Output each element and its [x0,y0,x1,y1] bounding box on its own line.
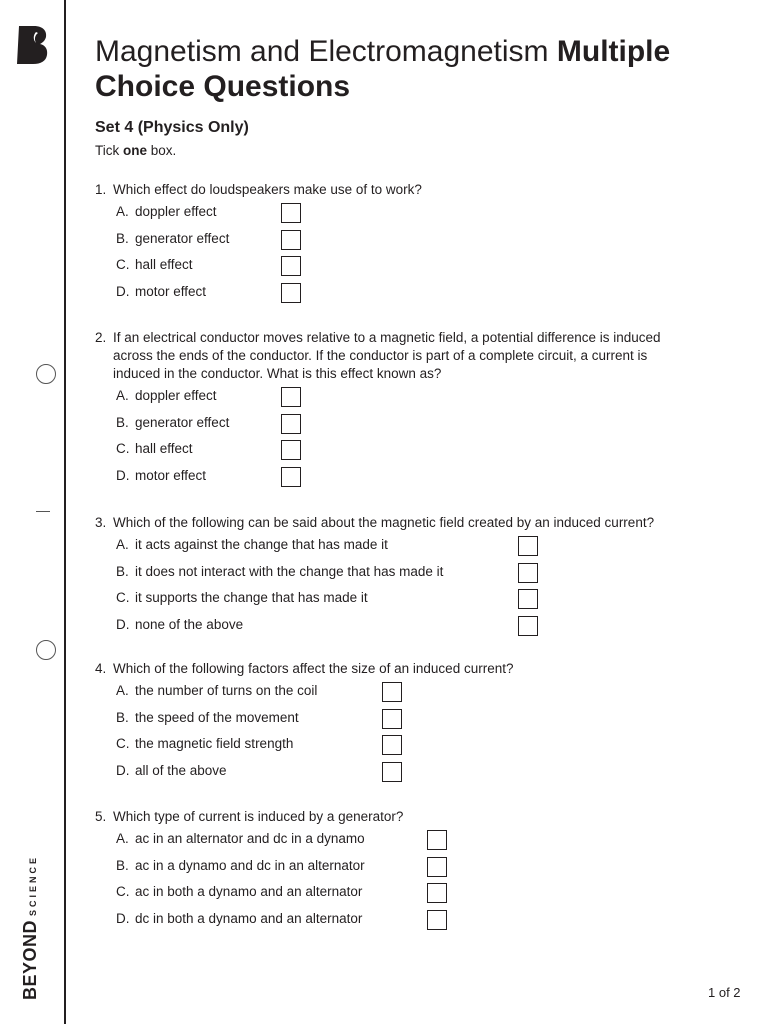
brand-wordmark [20,855,41,1000]
option-letter: A. [116,537,129,552]
option-row [116,467,673,494]
option-letter: B. [116,857,129,873]
option-letter: C. [116,441,130,456]
page-title [95,34,735,104]
options-list [116,536,673,642]
answer-checkbox[interactable] [382,709,402,729]
question-text: Which of the following factors affect the size of an induced current? [113,661,514,676]
question-text: Which type of current is induced by a generator? [113,809,404,824]
page-number: 1 of 2 [708,985,741,1000]
instruction-post: box. [147,143,177,158]
question-number: 2. [95,330,107,345]
option-row [116,563,673,590]
option-text: the number of turns on the coil [135,683,318,698]
punch-hole-bottom [36,640,56,660]
instruction-pre: Tick [95,143,123,158]
question-number: 1. [95,182,107,197]
answer-checkbox[interactable] [427,910,447,930]
question-2 [95,329,673,493]
question-1 [95,181,673,309]
option-text: generator effect [135,230,230,246]
question-text-row [95,660,673,678]
option-text: all of the above [135,762,227,778]
question-text-row [95,329,673,383]
question-text-row [95,514,673,532]
option-row [116,709,673,736]
punch-hole-top [36,364,56,384]
option-text: ac in a dynamo and dc in an alternator [135,857,365,873]
brand-subname: SCIENCE [28,854,38,916]
answer-checkbox[interactable] [382,735,402,755]
option-row [116,910,673,937]
options-list [116,387,673,493]
answer-checkbox[interactable] [281,387,301,407]
answer-checkbox[interactable] [281,256,301,276]
option-letter: C. [116,884,130,899]
option-letter: D. [116,910,130,926]
question-text: If an electrical conductor moves relative to a magnetic field, a potential difference is induced across the ends of the conductor. If the conductor is part of a complete circuit, a current is induced in the conductor. What is this effect known as? [113,330,661,381]
title-light: Magnetism and Electromagnetism [95,35,549,68]
answer-checkbox[interactable] [382,682,402,702]
answer-checkbox[interactable] [518,589,538,609]
option-text: it supports the change that has made it [135,590,368,605]
option-text: the magnetic field strength [135,736,294,751]
question-text-row [95,181,673,199]
option-letter: D. [116,762,130,778]
option-text: doppler effect [135,388,217,403]
option-row [116,414,673,441]
option-text: hall effect [135,441,193,456]
option-row [116,589,673,616]
center-mark [36,511,50,512]
option-text: the speed of the movement [135,709,299,725]
option-row [116,387,673,414]
option-text: ac in both a dynamo and an alternator [135,884,363,899]
answer-checkbox[interactable] [518,563,538,583]
option-letter: B. [116,709,129,725]
option-row [116,256,673,283]
answer-checkbox[interactable] [427,883,447,903]
title-bold-1: Multiple [556,35,671,68]
option-row [116,735,673,762]
option-letter: D. [116,283,130,299]
option-letter: D. [116,467,130,483]
option-row [116,762,673,789]
question-3 [95,514,673,642]
answer-checkbox[interactable] [382,762,402,782]
answer-checkbox[interactable] [281,467,301,487]
option-row [116,536,673,563]
brand-name: BEYOND [20,919,40,1000]
option-row [116,440,673,467]
option-letter: A. [116,388,129,403]
question-number: 3. [95,515,107,530]
option-row [116,230,673,257]
option-letter: D. [116,616,130,632]
instruction [95,143,176,158]
question-text: Which of the following can be said about the magnetic field created by an induced current? [113,515,655,530]
question-text-row [95,808,673,826]
option-text: none of the above [135,616,244,632]
answer-checkbox[interactable] [281,414,301,434]
options-list [116,203,673,309]
option-letter: A. [116,831,129,846]
option-text: motor effect [135,283,207,299]
option-letter: A. [116,683,129,698]
instruction-bold: one [123,143,148,158]
margin-line [64,0,66,1024]
option-letter: A. [116,204,129,219]
option-text: dc in both a dynamo and an alternator [135,910,363,926]
beyond-logo-icon [16,24,50,64]
answer-checkbox[interactable] [518,616,538,636]
option-text: generator effect [135,414,230,430]
option-row [116,883,673,910]
option-letter: B. [116,563,129,579]
option-row [116,830,673,857]
answer-checkbox[interactable] [281,283,301,303]
option-row [116,857,673,884]
option-text: it acts against the change that has made it [135,537,388,552]
answer-checkbox[interactable] [281,440,301,460]
answer-checkbox[interactable] [427,830,447,850]
question-5 [95,808,673,936]
set-title: Set 4 (Physics Only) [95,119,249,136]
option-text: ac in an alternator and dc in a dynamo [135,831,365,846]
option-text: hall effect [135,257,193,272]
option-text: doppler effect [135,204,217,219]
question-text: Which effect do loudspeakers make use of to work? [113,182,422,197]
question-4 [95,660,673,788]
option-text: motor effect [135,467,207,483]
option-letter: C. [116,736,130,751]
option-letter: B. [116,414,129,430]
title-bold-2: Choice Questions [95,70,351,103]
answer-checkbox[interactable] [427,857,447,877]
answer-checkbox[interactable] [281,203,301,223]
options-list [116,830,673,936]
option-letter: C. [116,590,130,605]
option-letter: C. [116,257,130,272]
option-row [116,203,673,230]
question-number: 4. [95,661,107,676]
option-letter: B. [116,230,129,246]
option-text: it does not interact with the change that has made it [135,563,444,579]
option-row [116,616,673,643]
option-row [116,682,673,709]
option-row [116,283,673,310]
question-number: 5. [95,809,107,824]
options-list [116,682,673,788]
answer-checkbox[interactable] [281,230,301,250]
answer-checkbox[interactable] [518,536,538,556]
